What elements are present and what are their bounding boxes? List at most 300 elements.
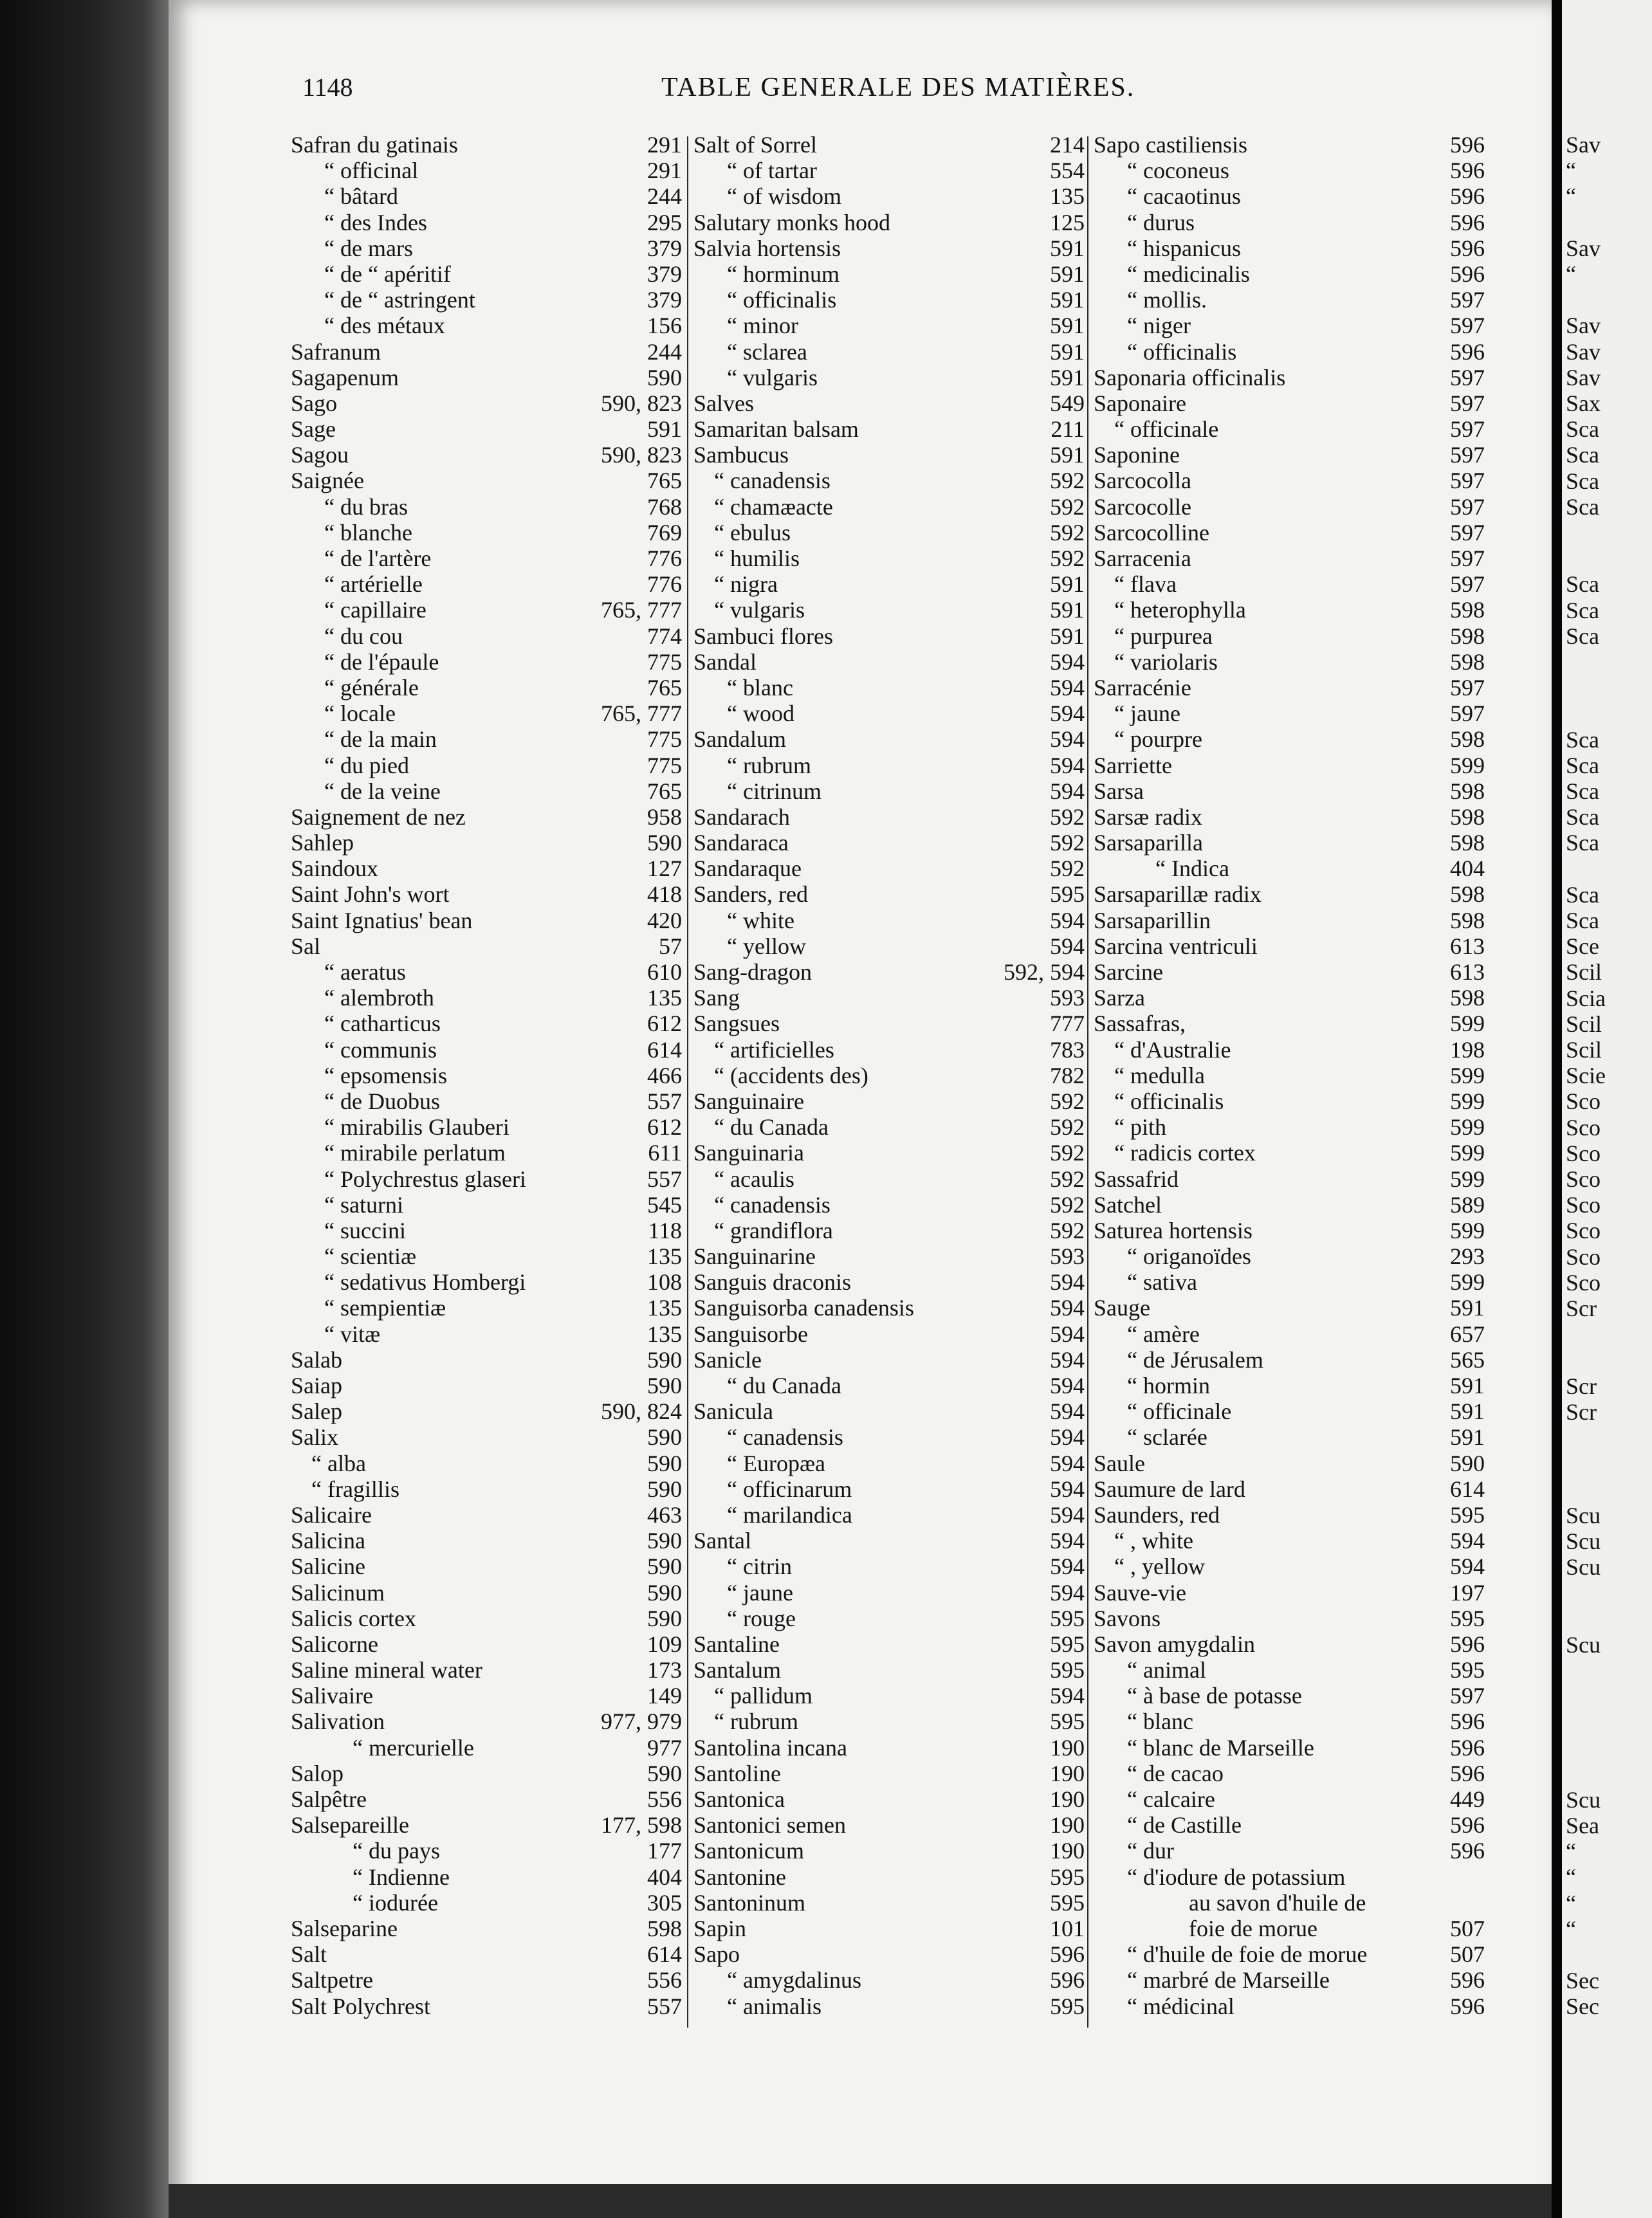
index-entry (291, 1088, 682, 1114)
index-entry (291, 1011, 682, 1036)
entry-term: “ locale (324, 701, 396, 727)
entry-page-ref: 596 (1450, 338, 1485, 365)
entry-term: Savon amygdalin (1094, 1631, 1255, 1657)
entry-term: “ des Indes (324, 209, 427, 235)
entry-term: Sarza (1094, 985, 1145, 1011)
entry-page-ref: 597 (1450, 364, 1485, 390)
entry-page-ref: 592 (1050, 545, 1085, 571)
entry-page-ref: 593 (1050, 985, 1085, 1011)
next-page-entry-fragment: Scu (1566, 1528, 1601, 1554)
entry-term: “ officinale (1127, 1398, 1232, 1425)
next-page-entry-fragment: Sca (1566, 830, 1599, 856)
index-entry (291, 1398, 682, 1424)
entry-page-ref: 592, 594 (1004, 959, 1085, 985)
index-entry (693, 856, 1085, 881)
index-entry (1094, 1373, 1485, 1398)
entry-page-ref: 197 (1450, 1579, 1485, 1606)
entry-page-ref: 590 (647, 1554, 682, 1580)
index-entry (1094, 753, 1485, 778)
entry-term: “ sclarea (727, 338, 807, 365)
next-page-entry-fragment: Sec (1566, 1968, 1599, 1994)
entry-page-ref: 556 (647, 1786, 682, 1812)
entry-page-ref: 594 (1050, 907, 1085, 933)
entry-term: Santoninum (693, 1889, 806, 1916)
entry-term: Santoline (693, 1760, 781, 1786)
index-entry (291, 1812, 682, 1838)
index-entry (1094, 1063, 1485, 1088)
next-page-entry-fragment: Sav (1566, 364, 1601, 390)
entry-term: Sarsæ radix (1094, 803, 1202, 830)
entry-term: Salix (291, 1424, 339, 1451)
index-entry (693, 597, 1085, 623)
entry-term: “ blanc de Marseille (1127, 1734, 1314, 1761)
entry-page-ref: 591 (1050, 338, 1085, 365)
entry-page-ref: 958 (647, 803, 682, 830)
entry-page-ref: 594 (1050, 674, 1085, 701)
index-entry (291, 520, 682, 545)
entry-term: “ calcaire (1127, 1786, 1215, 1812)
entry-term: Salves (693, 390, 754, 416)
entry-page-ref: 595 (1050, 1709, 1085, 1735)
entry-term: “ acaulis (714, 1166, 794, 1192)
entry-page-ref: 769 (647, 519, 682, 545)
index-entry (693, 416, 1085, 442)
entry-page-ref: 765, 777 (601, 701, 682, 727)
entry-term: Salt (291, 1941, 327, 1968)
index-entry (693, 571, 1085, 597)
index-entry (1094, 183, 1485, 209)
entry-page-ref: 599 (1450, 1062, 1485, 1088)
next-page-entry-fragment: Sco (1566, 1166, 1601, 1192)
entry-term: Sandal (693, 648, 757, 675)
index-entry (291, 1218, 682, 1243)
entry-page-ref: 597 (1450, 313, 1485, 339)
index-entry (1094, 1502, 1485, 1528)
index-entry (1094, 830, 1485, 856)
entry-term: “ jaune (727, 1579, 793, 1606)
entry-term: Sanguisorbe (693, 1321, 808, 1347)
index-entry (1094, 1476, 1485, 1502)
index-entry (693, 1528, 1085, 1554)
index-entry (1094, 132, 1485, 158)
entry-term: “ de “ astringent (324, 287, 475, 313)
entry-page-ref: 594 (1450, 1528, 1485, 1554)
entry-page-ref: 599 (1450, 1140, 1485, 1166)
index-entry (1094, 1967, 1485, 1993)
entry-page-ref: 613 (1450, 959, 1485, 985)
index-entry (291, 1269, 682, 1295)
index-entry (693, 959, 1085, 985)
index-entry (693, 1451, 1085, 1476)
entry-page-ref: 612 (647, 1011, 682, 1037)
entry-term: au savon d'huile de (1189, 1889, 1366, 1916)
entry-term: Santal (693, 1528, 751, 1554)
entry-page-ref: 591 (1050, 571, 1085, 598)
next-page-entry-fragment: Sco (1566, 1243, 1601, 1270)
entry-page-ref: 657 (1450, 1321, 1485, 1347)
index-entry (1094, 985, 1485, 1011)
entry-term: Saiap (291, 1373, 342, 1398)
index-entry (1094, 1838, 1485, 1864)
entry-page-ref: 590 (647, 1760, 682, 1786)
index-entry (291, 1166, 682, 1192)
index-entry (693, 339, 1085, 365)
index-entry (1094, 778, 1485, 804)
entry-page-ref: 595 (1050, 1631, 1085, 1657)
index-entry (693, 881, 1085, 907)
entry-page-ref: 598 (1450, 830, 1485, 856)
entry-term: Sang-dragon (693, 959, 812, 985)
entry-page-ref: 596 (1450, 209, 1485, 235)
index-entry (693, 1502, 1085, 1528)
entry-page-ref: 557 (647, 1993, 682, 2019)
entry-term: Saturea hortensis (1094, 1217, 1253, 1243)
index-entry (1094, 881, 1485, 907)
entry-term: Sarracénie (1094, 674, 1191, 701)
index-entry (693, 1192, 1085, 1218)
entry-page-ref: 135 (647, 1243, 682, 1270)
entry-page-ref: 598 (647, 1915, 682, 1941)
entry-term: Sagapenum (291, 364, 399, 390)
entry-term: Sanders, red (693, 881, 808, 908)
entry-term: “ saturni (324, 1191, 403, 1218)
entry-page-ref: 135 (1050, 183, 1085, 210)
index-entry (693, 830, 1085, 856)
next-page-entry-fragment: Scu (1566, 1502, 1601, 1528)
next-page-entry-fragment: “ (1566, 1916, 1576, 1942)
entry-page-ref: 592 (1050, 856, 1085, 882)
next-page-entry-fragment: “ (1566, 1864, 1576, 1891)
entry-page-ref: 594 (1450, 1554, 1485, 1580)
index-entry (1094, 1709, 1485, 1734)
index-entry (291, 1709, 682, 1734)
index-entry (693, 235, 1085, 261)
entry-page-ref: 595 (1050, 1657, 1085, 1683)
entry-term: “ fragillis (311, 1476, 399, 1502)
entry-page-ref: 774 (647, 623, 682, 649)
entry-page-ref: 295 (647, 209, 682, 235)
entry-page-ref: 592 (1050, 468, 1085, 494)
entry-term: “ mirabile perlatum (324, 1140, 506, 1166)
entry-page-ref: 598 (1450, 597, 1485, 623)
next-page-entry-fragment: “ (1566, 1890, 1576, 1916)
index-entry (291, 726, 682, 752)
entry-page-ref: 594 (1050, 701, 1085, 727)
entry-term: “ de Jérusalem (1127, 1346, 1263, 1373)
index-entry (1094, 1864, 1485, 1890)
index-entry (291, 1424, 682, 1450)
entry-term: “ animal (1127, 1657, 1206, 1683)
entry-page-ref: 590 (647, 1424, 682, 1451)
entry-page-ref: 596 (1450, 235, 1485, 261)
entry-term: Salutary monks hood (693, 209, 890, 235)
entry-term: Sambucus (693, 442, 789, 468)
entry-page-ref: 614 (647, 1036, 682, 1063)
entry-page-ref: 590 (647, 1605, 682, 1631)
entry-term: Sagou (291, 442, 349, 468)
index-entry (291, 1373, 682, 1398)
next-page-entry-fragment: Sca (1566, 442, 1599, 468)
entry-term: “ bâtard (324, 183, 398, 210)
entry-term: “ sedativus Hombergi (324, 1269, 526, 1296)
entry-page-ref: 594 (1050, 1269, 1085, 1296)
entry-page-ref: 592 (1050, 1166, 1085, 1192)
index-entry (291, 1786, 682, 1812)
index-entry (1094, 597, 1485, 623)
index-entry (1094, 520, 1485, 545)
entry-page-ref: 597 (1450, 287, 1485, 313)
entry-term: “ officinarum (727, 1476, 852, 1502)
next-page-entry-fragment: Sca (1566, 468, 1599, 494)
entry-term: “ durus (1127, 209, 1195, 235)
index-entry (291, 1941, 682, 1967)
index-entry (1094, 1398, 1485, 1424)
entry-term: “ medulla (1114, 1062, 1205, 1088)
index-entry (291, 856, 682, 881)
entry-page-ref: 135 (647, 1295, 682, 1321)
index-entry (1094, 313, 1485, 338)
index-entry (1094, 1166, 1485, 1192)
entry-term: “ communis (324, 1036, 437, 1063)
entry-term: “ d'huile de foie de morue (1127, 1941, 1368, 1968)
index-entry (693, 1786, 1085, 1812)
entry-term: “ de cacao (1127, 1760, 1224, 1786)
entry-page-ref: 109 (647, 1631, 682, 1657)
entry-page-ref: 404 (1450, 856, 1485, 882)
entry-term: “ du Canada (727, 1373, 841, 1398)
entry-page-ref: 596 (1450, 158, 1485, 184)
index-entry (693, 1838, 1085, 1864)
index-entry (1094, 261, 1485, 287)
next-page-entry-fragment: Sco (1566, 1192, 1601, 1218)
entry-page-ref: 776 (647, 545, 682, 571)
entry-page-ref: 594 (1050, 933, 1085, 959)
entry-page-ref: 597 (1450, 468, 1485, 494)
index-entry (693, 1037, 1085, 1063)
index-entry (693, 1218, 1085, 1243)
entry-term: “ nigra (714, 571, 778, 598)
index-entry (291, 1606, 682, 1631)
entry-page-ref: 449 (1450, 1786, 1485, 1812)
entry-page-ref: 599 (1450, 1217, 1485, 1243)
index-column-1 (291, 132, 682, 2036)
index-entry (1094, 494, 1485, 520)
index-entry (1094, 908, 1485, 933)
index-entry (693, 701, 1085, 726)
next-page-entry-fragment: Sca (1566, 493, 1599, 520)
entry-page-ref: 597 (1450, 545, 1485, 571)
next-page-entry-fragment: Sco (1566, 1114, 1601, 1141)
entry-page-ref: 594 (1050, 1321, 1085, 1347)
entry-page-ref: 591 (1050, 364, 1085, 390)
entry-page-ref: 594 (1050, 1528, 1085, 1554)
next-page-entry-fragment: Scu (1566, 1554, 1601, 1580)
column-divider (1087, 136, 1088, 2028)
index-entry (693, 158, 1085, 183)
entry-term: “ radicis cortex (1114, 1140, 1256, 1166)
entry-page-ref: 127 (647, 856, 682, 882)
entry-term: “ artificielles (714, 1036, 834, 1063)
index-entry (291, 416, 682, 442)
index-entry (291, 468, 682, 493)
index-entry (693, 1398, 1085, 1424)
index-entry (1094, 1786, 1485, 1812)
index-entry (291, 158, 682, 183)
entry-page-ref: 596 (1050, 1967, 1085, 1993)
entry-page-ref: 590 (647, 830, 682, 856)
entry-term: Safran du gatinais (291, 132, 458, 158)
next-page-entry-fragment: Sca (1566, 908, 1599, 933)
index-entry (693, 1812, 1085, 1838)
index-entry (1094, 804, 1485, 830)
entry-page-ref: 596 (1450, 1967, 1485, 1993)
index-entry (1094, 1812, 1485, 1838)
index-entry (693, 908, 1085, 933)
index-entry (1094, 1631, 1485, 1657)
entry-term: Santonici semen (693, 1812, 846, 1838)
entry-term: “ Indica (1155, 856, 1229, 882)
entry-page-ref: 594 (1050, 1346, 1085, 1373)
index-entry (1094, 468, 1485, 493)
index-entry (1094, 158, 1485, 183)
index-entry (1094, 545, 1485, 571)
entry-page-ref: 379 (647, 235, 682, 261)
entry-page-ref: 590 (647, 1373, 682, 1398)
entry-page-ref: 190 (1050, 1838, 1085, 1864)
index-entry (693, 365, 1085, 390)
next-page-entry-fragment: Sea (1566, 1813, 1599, 1838)
index-entry (291, 1037, 682, 1063)
entry-term: “ officinale (1114, 416, 1219, 443)
index-entry (693, 1916, 1085, 1941)
entry-term: “ capillaire (324, 597, 427, 623)
entry-page-ref: 211 (1051, 416, 1085, 443)
entry-page-ref: 777 (1050, 1011, 1085, 1037)
entry-page-ref: 597 (1450, 519, 1485, 545)
entry-term: Saint Ignatius' bean (291, 907, 473, 933)
index-entry (291, 1528, 682, 1554)
index-entry (291, 1476, 682, 1502)
index-entry (1094, 1424, 1485, 1450)
entry-term: “ hispanicus (1127, 235, 1241, 261)
entry-term: Santonica (693, 1786, 785, 1812)
entry-page-ref: 591 (1050, 442, 1085, 468)
entry-term: Salicaire (291, 1501, 372, 1528)
entry-page-ref: 596 (1450, 261, 1485, 287)
next-page-entry-fragment: Sav (1566, 235, 1601, 261)
entry-term: Saponine (1094, 442, 1180, 468)
entry-page-ref: 765 (647, 674, 682, 701)
entry-page-ref: 595 (1450, 1501, 1485, 1528)
next-page-entry-fragment: Sca (1566, 804, 1599, 830)
entry-page-ref: 597 (1450, 1683, 1485, 1709)
next-page-entry-fragment: Sco (1566, 1140, 1601, 1166)
index-entry (693, 1088, 1085, 1114)
entry-term: Sassafrid (1094, 1166, 1179, 1192)
entry-page-ref: 594 (1050, 1579, 1085, 1606)
entry-page-ref: 565 (1450, 1346, 1485, 1373)
entry-term: “ of tartar (727, 158, 817, 184)
entry-term: “ du Canada (714, 1114, 829, 1141)
entry-page-ref: 594 (1050, 1398, 1085, 1425)
entry-term: “ amygdalinus (727, 1967, 861, 1993)
entry-term: Salicorne (291, 1631, 378, 1657)
next-page-entry-fragment: Scia (1566, 985, 1606, 1011)
next-page-entry-fragment: Scr (1566, 1296, 1597, 1321)
next-page-entry-fragment: Sec (1566, 1993, 1599, 2020)
index-entry (1094, 1580, 1485, 1606)
entry-page-ref: 591 (1450, 1373, 1485, 1398)
entry-term: “ niger (1127, 313, 1191, 339)
entry-term: Salab (291, 1346, 342, 1373)
entry-term: “ d'Australie (1114, 1036, 1231, 1063)
entry-page-ref: 404 (647, 1864, 682, 1890)
index-entry (693, 778, 1085, 804)
next-page-entry-fragment: “ (1566, 1838, 1576, 1865)
next-page-entry-fragment: Scil (1566, 1011, 1602, 1037)
entry-page-ref: 591 (647, 416, 682, 443)
entry-term: “ iodurée (353, 1889, 438, 1916)
entry-term: “ animalis (727, 1993, 821, 2019)
entry-term: “ sempientiæ (324, 1295, 446, 1321)
entry-term: “ officinal (324, 158, 419, 184)
index-entry (693, 210, 1085, 235)
index-entry (291, 1114, 682, 1140)
entry-term: “ coconeus (1127, 158, 1229, 184)
index-entry (693, 1476, 1085, 1502)
entry-term: Salicinum (291, 1579, 385, 1606)
entry-term: Salep (291, 1398, 342, 1425)
next-page-entry-fragment: Sav (1566, 313, 1601, 339)
entry-page-ref: 379 (647, 261, 682, 287)
entry-term: “ vitæ (324, 1321, 380, 1347)
entry-page-ref: 591 (1050, 261, 1085, 287)
entry-term: “ ebulus (714, 519, 791, 545)
index-entry (1094, 856, 1485, 881)
index-entry (1094, 1761, 1485, 1786)
index-entry (291, 959, 682, 985)
entry-term: Sal (291, 933, 321, 959)
entry-term: Sauge (1094, 1295, 1150, 1321)
entry-term: Sanguisorba canadensis (693, 1295, 914, 1321)
index-entry (1094, 1735, 1485, 1761)
index-entry (693, 183, 1085, 209)
index-entry (291, 908, 682, 933)
entry-page-ref: 305 (647, 1889, 682, 1916)
next-page-entry-fragment: Sca (1566, 752, 1599, 778)
entry-page-ref: 463 (647, 1501, 682, 1528)
index-column-2 (693, 132, 1085, 2036)
entry-term: “ flava (1114, 571, 1177, 598)
entry-page-ref: 977 (647, 1734, 682, 1761)
next-page-entry-fragment: Sca (1566, 881, 1599, 908)
next-page-entry-fragment: Scil (1566, 959, 1602, 985)
index-entry (1094, 959, 1485, 985)
index-entry (1094, 623, 1485, 649)
entry-page-ref: 596 (1050, 1941, 1085, 1968)
entry-term: Santaline (693, 1631, 780, 1657)
index-entry (1094, 1554, 1485, 1579)
entry-page-ref: 554 (1050, 158, 1085, 184)
entry-term: “ officinalis (1114, 1088, 1224, 1114)
entry-page-ref: 599 (1450, 752, 1485, 778)
index-entry (291, 649, 682, 675)
entry-page-ref: 190 (1050, 1812, 1085, 1838)
entry-term: Salsepareille (291, 1812, 409, 1838)
index-entry (1094, 287, 1485, 313)
entry-page-ref: 590 (647, 1528, 682, 1554)
index-entry (693, 520, 1085, 545)
